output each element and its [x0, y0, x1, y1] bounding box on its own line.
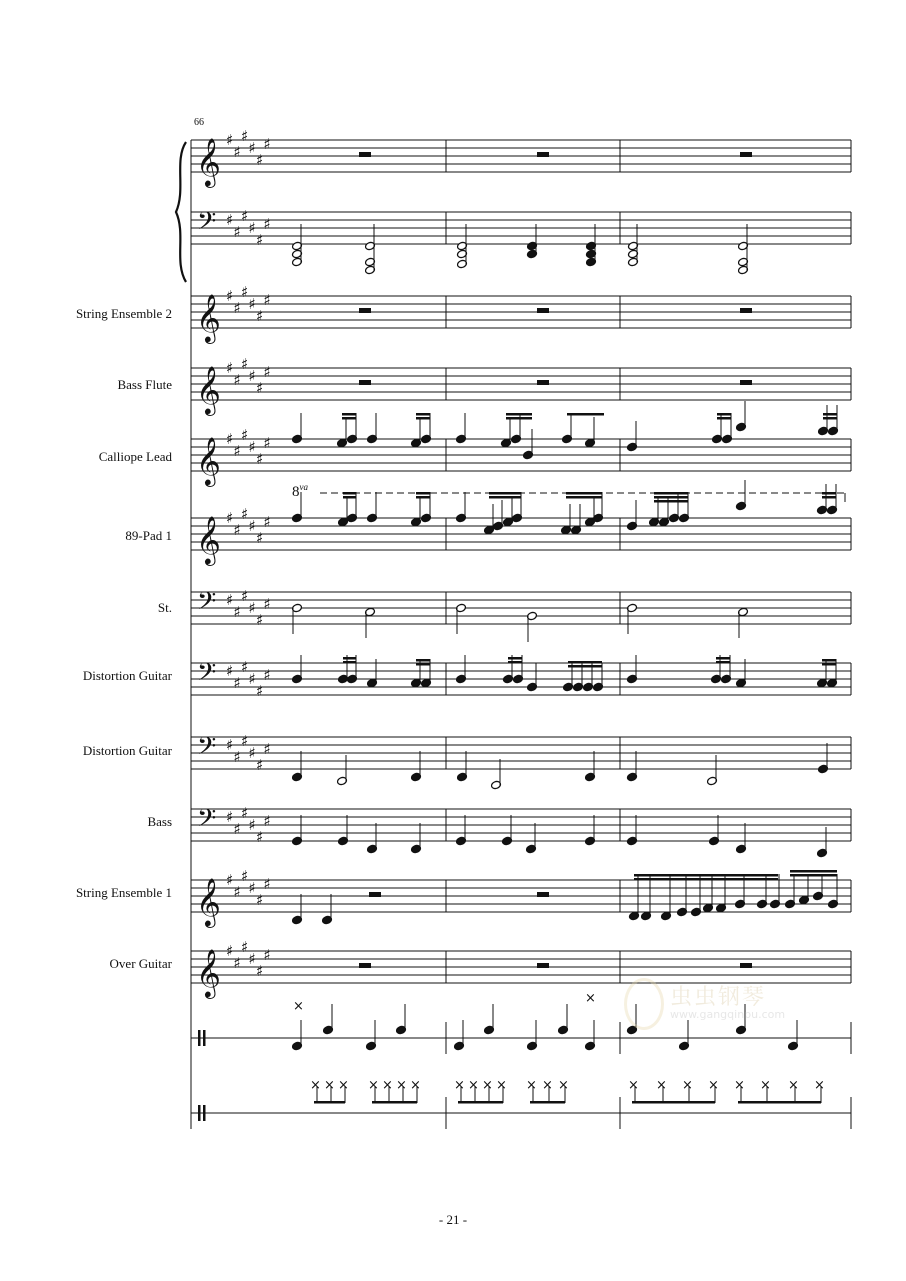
sharp-icon: ♯ — [233, 143, 241, 161]
sharp-icon: ♯ — [248, 438, 256, 456]
brace — [176, 142, 186, 282]
sharp-icon: ♯ — [241, 867, 249, 885]
x-notehead: × — [496, 1078, 507, 1093]
sharp-icon: ♯ — [226, 131, 234, 149]
bass-clef-icon: 𝄢 — [197, 207, 217, 242]
sharp-icon: ♯ — [256, 450, 264, 468]
instrument-label: Calliope Lead — [98, 449, 172, 464]
sharp-icon: ♯ — [256, 529, 264, 547]
x-notehead: × — [814, 1078, 825, 1093]
beam — [654, 496, 688, 499]
sharp-icon: ♯ — [248, 219, 256, 237]
instrument-label: Distortion Guitar — [82, 668, 172, 683]
staff-4 — [191, 426, 851, 487]
staff-0 — [191, 127, 851, 188]
sharp-icon: ♯ — [263, 434, 271, 452]
treble-clef-icon: 𝄞 — [196, 515, 221, 564]
whole-rest — [369, 892, 381, 897]
instrument-label: 89-Pad 1 — [125, 528, 172, 543]
sharp-icon: ♯ — [256, 962, 264, 980]
ottava-mark: $8^{va}$ — [292, 482, 308, 500]
beam — [314, 1101, 345, 1104]
sharp-icon: ♯ — [233, 442, 241, 460]
beam — [717, 417, 731, 420]
watermark-logo-icon — [624, 978, 664, 1030]
sharp-icon: ♯ — [248, 517, 256, 535]
bass-clef-icon: 𝄢 — [197, 658, 217, 693]
beam — [506, 417, 532, 420]
beam — [342, 413, 356, 416]
percussion-clef-icon — [203, 1030, 206, 1046]
staff-2 — [191, 283, 851, 344]
x-notehead: × — [558, 1078, 569, 1093]
beam — [342, 417, 356, 420]
beam — [823, 413, 837, 416]
sharp-icon: ♯ — [263, 812, 271, 830]
x-notehead: × — [585, 991, 596, 1006]
beam — [508, 657, 522, 660]
sharp-icon: ♯ — [233, 603, 241, 621]
beam — [489, 492, 521, 495]
sharp-icon: ♯ — [263, 875, 271, 893]
treble-clef-icon: 𝄞 — [196, 436, 221, 485]
beam — [654, 500, 688, 503]
whole-rest — [537, 308, 549, 313]
sharp-icon: ♯ — [256, 756, 264, 774]
x-notehead: × — [468, 1078, 479, 1093]
sharp-icon: ♯ — [241, 505, 249, 523]
beam — [632, 1101, 715, 1104]
beam — [567, 413, 604, 416]
sharp-icon: ♯ — [233, 883, 241, 901]
beam — [790, 874, 837, 877]
x-notehead: × — [454, 1078, 465, 1093]
treble-clef-icon: 𝄞 — [196, 877, 221, 926]
sharp-icon: ♯ — [233, 748, 241, 766]
x-notehead: × — [682, 1078, 693, 1093]
sharp-icon: ♯ — [241, 207, 249, 225]
sharp-icon: ♯ — [248, 879, 256, 897]
sharp-icon: ♯ — [241, 587, 249, 605]
instrument-label: String Ensemble 2 — [75, 306, 172, 321]
x-notehead: × — [734, 1078, 745, 1093]
beam — [822, 663, 836, 666]
whole-rest — [740, 963, 752, 968]
whole-rest — [537, 963, 549, 968]
sharp-icon: ♯ — [263, 946, 271, 964]
treble-clef-icon: 𝄞 — [196, 137, 221, 186]
x-notehead: × — [628, 1078, 639, 1093]
sharp-icon: ♯ — [256, 307, 264, 325]
beam — [506, 413, 532, 416]
whole-rest — [740, 152, 752, 157]
x-notehead: × — [396, 1078, 407, 1093]
beam — [823, 417, 837, 420]
whole-rest — [359, 963, 371, 968]
beam — [416, 659, 430, 662]
whole-rest — [537, 892, 549, 897]
sharp-icon: ♯ — [233, 521, 241, 539]
beam — [489, 496, 521, 499]
percussion-clef-icon — [198, 1105, 201, 1121]
sharp-icon: ♯ — [233, 371, 241, 389]
sharp-icon: ♯ — [248, 367, 256, 385]
sharp-icon: ♯ — [248, 950, 256, 968]
beam — [716, 661, 730, 664]
sharp-icon: ♯ — [263, 291, 271, 309]
beam — [634, 878, 778, 881]
watermark-url: www.gangqinpu.com — [670, 1008, 786, 1021]
sharp-icon: ♯ — [241, 732, 249, 750]
sharp-icon: ♯ — [233, 820, 241, 838]
watermark — [622, 978, 812, 1038]
sharp-icon: ♯ — [241, 938, 249, 956]
sharp-icon: ♯ — [226, 359, 234, 377]
sharp-icon: ♯ — [263, 215, 271, 233]
beam — [566, 496, 602, 499]
x-notehead: × — [338, 1078, 349, 1093]
staff-9 — [191, 804, 851, 846]
whole-rest — [740, 380, 752, 385]
sharp-icon: ♯ — [226, 430, 234, 448]
beam — [416, 496, 430, 499]
sharp-icon: ♯ — [256, 891, 264, 909]
page-number: - 21 - — [438, 1212, 468, 1227]
beam — [654, 492, 688, 495]
x-notehead: × — [310, 1078, 321, 1093]
measure-number: 66 — [194, 117, 204, 128]
instrument-label: St. — [157, 600, 172, 615]
x-notehead: × — [482, 1078, 493, 1093]
beam — [568, 661, 602, 664]
sharp-icon: ♯ — [233, 299, 241, 317]
beam — [343, 496, 356, 499]
whole-rest — [740, 308, 752, 313]
bass-clef-icon: 𝄢 — [197, 587, 217, 622]
sharp-icon: ♯ — [256, 379, 264, 397]
beam — [416, 663, 430, 666]
staff-8 — [191, 732, 851, 774]
sharp-icon: ♯ — [256, 611, 264, 629]
sharp-icon: ♯ — [241, 127, 249, 145]
sharp-icon: ♯ — [263, 513, 271, 531]
beam — [634, 874, 778, 877]
sharp-icon: ♯ — [263, 363, 271, 381]
sharp-icon: ♯ — [248, 139, 256, 157]
sharp-icon: ♯ — [226, 942, 234, 960]
staff-6 — [191, 587, 851, 629]
staff-1 — [191, 207, 851, 249]
instrument-label: Over Guitar — [109, 956, 172, 971]
sharp-icon: ♯ — [233, 223, 241, 241]
sharp-icon: ♯ — [241, 804, 249, 822]
beam — [458, 1101, 503, 1104]
x-notehead: × — [410, 1078, 421, 1093]
sharp-icon: ♯ — [256, 828, 264, 846]
beam — [738, 1101, 821, 1104]
sharp-icon: ♯ — [241, 658, 249, 676]
sharp-icon: ♯ — [248, 744, 256, 762]
beam — [822, 496, 836, 499]
whole-rest — [537, 380, 549, 385]
sharp-icon: ♯ — [226, 662, 234, 680]
staff-3 — [191, 355, 851, 416]
sharp-icon: ♯ — [263, 595, 271, 613]
beam — [716, 657, 730, 660]
bass-clef-icon: 𝄢 — [197, 732, 217, 767]
treble-clef-icon: 𝄞 — [196, 948, 221, 997]
sharp-icon: ♯ — [233, 674, 241, 692]
beam — [416, 413, 430, 416]
sharp-icon: ♯ — [226, 871, 234, 889]
beam — [343, 661, 356, 664]
instrument-label: Bass Flute — [117, 377, 172, 392]
sharp-icon: ♯ — [226, 736, 234, 754]
sharp-icon: ♯ — [226, 287, 234, 305]
beam — [530, 1101, 565, 1104]
sharp-icon: ♯ — [248, 599, 256, 617]
sharp-icon: ♯ — [256, 151, 264, 169]
percussion-clef-icon — [203, 1105, 206, 1121]
sharp-icon: ♯ — [226, 211, 234, 229]
beam — [822, 659, 836, 662]
x-notehead: × — [382, 1078, 393, 1093]
instrument-label: Distortion Guitar — [82, 743, 172, 758]
sharp-icon: ♯ — [256, 231, 264, 249]
instrument-label: String Ensemble 1 — [75, 885, 172, 900]
watermark-text: 虫虫钢琴 — [670, 985, 767, 1010]
x-notehead: × — [324, 1078, 335, 1093]
sharp-icon: ♯ — [248, 670, 256, 688]
beam — [790, 870, 837, 873]
whole-rest — [359, 308, 371, 313]
beam — [508, 661, 522, 664]
sharp-icon: ♯ — [241, 426, 249, 444]
whole-rest — [359, 380, 371, 385]
sharp-icon: ♯ — [248, 816, 256, 834]
sharp-icon: ♯ — [263, 740, 271, 758]
x-notehead: × — [760, 1078, 771, 1093]
sharp-icon: ♯ — [263, 666, 271, 684]
whole-rest — [537, 152, 549, 157]
sharp-icon: ♯ — [233, 954, 241, 972]
sharp-icon: ♯ — [226, 808, 234, 826]
sharp-icon: ♯ — [226, 509, 234, 527]
sharp-icon: ♯ — [241, 283, 249, 301]
sharp-icon: ♯ — [226, 591, 234, 609]
beam — [568, 665, 602, 668]
treble-clef-icon: 𝄞 — [196, 365, 221, 414]
whole-rest — [359, 152, 371, 157]
x-notehead: × — [788, 1078, 799, 1093]
beam — [717, 413, 731, 416]
percussion-clef-icon — [198, 1030, 201, 1046]
instrument-label: Bass — [147, 814, 172, 829]
beam — [372, 1101, 417, 1104]
beam — [416, 417, 430, 420]
sharp-icon: ♯ — [241, 355, 249, 373]
sharp-icon: ♯ — [263, 135, 271, 153]
x-notehead: × — [368, 1078, 379, 1093]
x-notehead: × — [656, 1078, 667, 1093]
bass-clef-icon: 𝄢 — [197, 804, 217, 839]
sharp-icon: ♯ — [256, 682, 264, 700]
x-notehead: × — [293, 999, 304, 1014]
sharp-icon: ♯ — [248, 295, 256, 313]
x-notehead: × — [708, 1078, 719, 1093]
beam — [343, 657, 356, 660]
treble-clef-icon: 𝄞 — [196, 293, 221, 342]
x-notehead: × — [542, 1078, 553, 1093]
x-notehead: × — [526, 1078, 537, 1093]
